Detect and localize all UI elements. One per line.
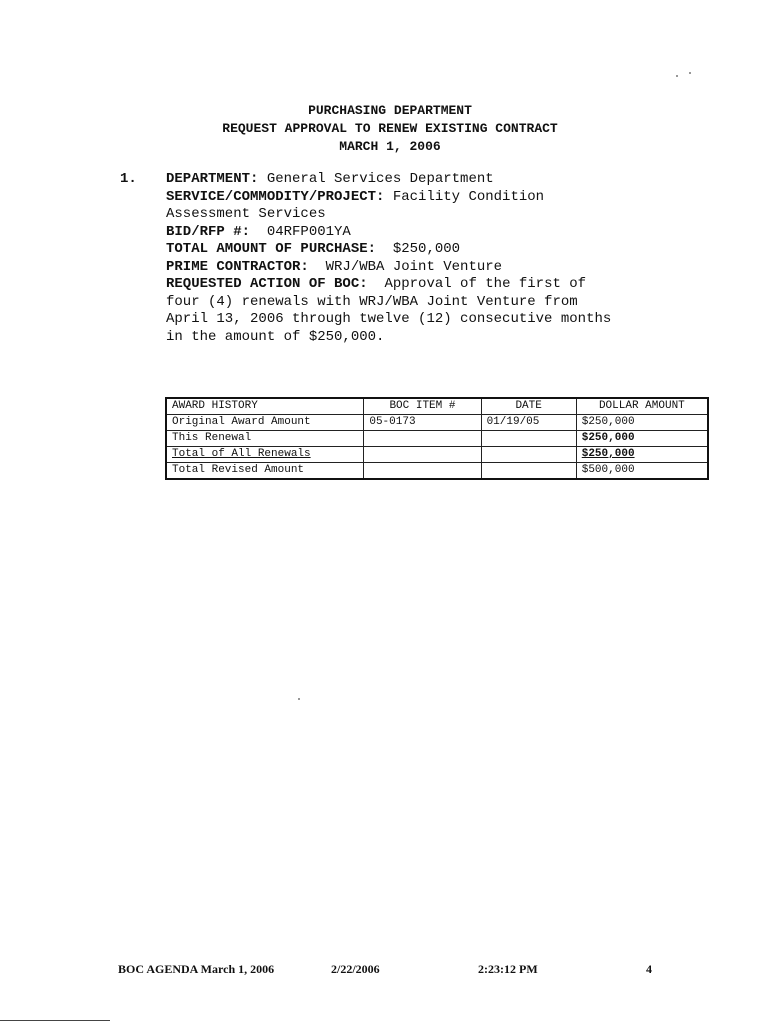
bid-value: 04RFP001YA — [250, 223, 351, 240]
table-row — [166, 447, 708, 463]
table-header-row — [166, 398, 708, 415]
row-date — [481, 447, 576, 463]
item-number: 1. — [120, 171, 137, 187]
action-line — [166, 276, 666, 294]
total-value: $250,000 — [376, 241, 461, 257]
contractor-label: PRIME CONTRACTOR: — [166, 258, 309, 275]
table-row — [166, 431, 708, 447]
scan-speck — [689, 72, 691, 74]
row-boc-item — [364, 463, 481, 480]
action-line-2: four (4) renewals with WRJ/WBA Joint Venture from — [166, 293, 578, 310]
service-line — [166, 189, 666, 207]
department-title: PURCHASING DEPARTMENT — [308, 103, 472, 118]
footer-agenda: BOC AGENDA March 1, 2006 — [118, 962, 275, 976]
row-label: This Renewal — [166, 431, 364, 447]
total-label: TOTAL AMOUNT OF PURCHASE: — [166, 241, 377, 257]
scan-artifact-line — [0, 1020, 110, 1021]
scan-speck — [676, 75, 678, 77]
department-line — [166, 171, 666, 189]
row-amount: $250,000 — [576, 447, 708, 463]
row-date — [481, 463, 576, 480]
department-value: General Services Department — [258, 171, 494, 187]
service-line-continued: Assessment Services — [166, 206, 326, 222]
scan-speck — [298, 698, 300, 700]
action-line-4: in the amount of $250,000. — [166, 328, 385, 345]
action-line-3: April 13, 2006 through twelve (12) consecutive months — [166, 311, 612, 327]
row-boc-item — [364, 447, 481, 463]
contractor-value: WRJ/WBA Joint Venture — [308, 258, 503, 275]
bid-label: BID/RFP #: — [166, 223, 251, 240]
table-row — [166, 463, 708, 480]
total-line — [166, 241, 666, 259]
header-date: DATE — [481, 398, 576, 415]
item-details — [166, 171, 666, 346]
award-history-table — [165, 397, 709, 480]
row-amount: $250,000 — [576, 415, 708, 431]
document-header — [0, 102, 770, 156]
row-label: Total of All Renewals — [166, 447, 364, 463]
service-label: SERVICE/COMMODITY/PROJECT: — [166, 188, 385, 205]
header-award-history: AWARD HISTORY — [166, 398, 364, 415]
table-row — [166, 415, 708, 431]
footer-date: 2/22/2006 — [331, 962, 380, 976]
row-boc-item — [364, 431, 481, 447]
department-label: DEPARTMENT: — [166, 171, 259, 187]
footer-page-number: 4 — [646, 962, 652, 976]
row-amount: $500,000 — [576, 463, 708, 480]
header-dollar-amount: DOLLAR AMOUNT — [576, 398, 708, 415]
meeting-date: MARCH 1, 2006 — [339, 139, 441, 154]
header-boc-item: BOC ITEM # — [364, 398, 481, 415]
bid-line — [166, 224, 666, 242]
row-label: Original Award Amount — [166, 415, 364, 431]
action-label: REQUESTED ACTION OF BOC: — [166, 276, 368, 292]
row-boc-item: 05-0173 — [364, 415, 481, 431]
row-date — [481, 431, 576, 447]
action-value: Approval of the first of — [367, 276, 587, 292]
contractor-line — [166, 259, 666, 277]
row-label: Total Revised Amount — [166, 463, 364, 480]
service-value: Facility Condition — [384, 188, 545, 205]
page-footer — [0, 962, 770, 978]
request-title: REQUEST APPROVAL TO RENEW EXISTING CONTRACT — [222, 121, 558, 136]
row-amount: $250,000 — [576, 431, 708, 447]
footer-time: 2:23:12 PM — [478, 962, 538, 976]
row-date: 01/19/05 — [481, 415, 576, 431]
